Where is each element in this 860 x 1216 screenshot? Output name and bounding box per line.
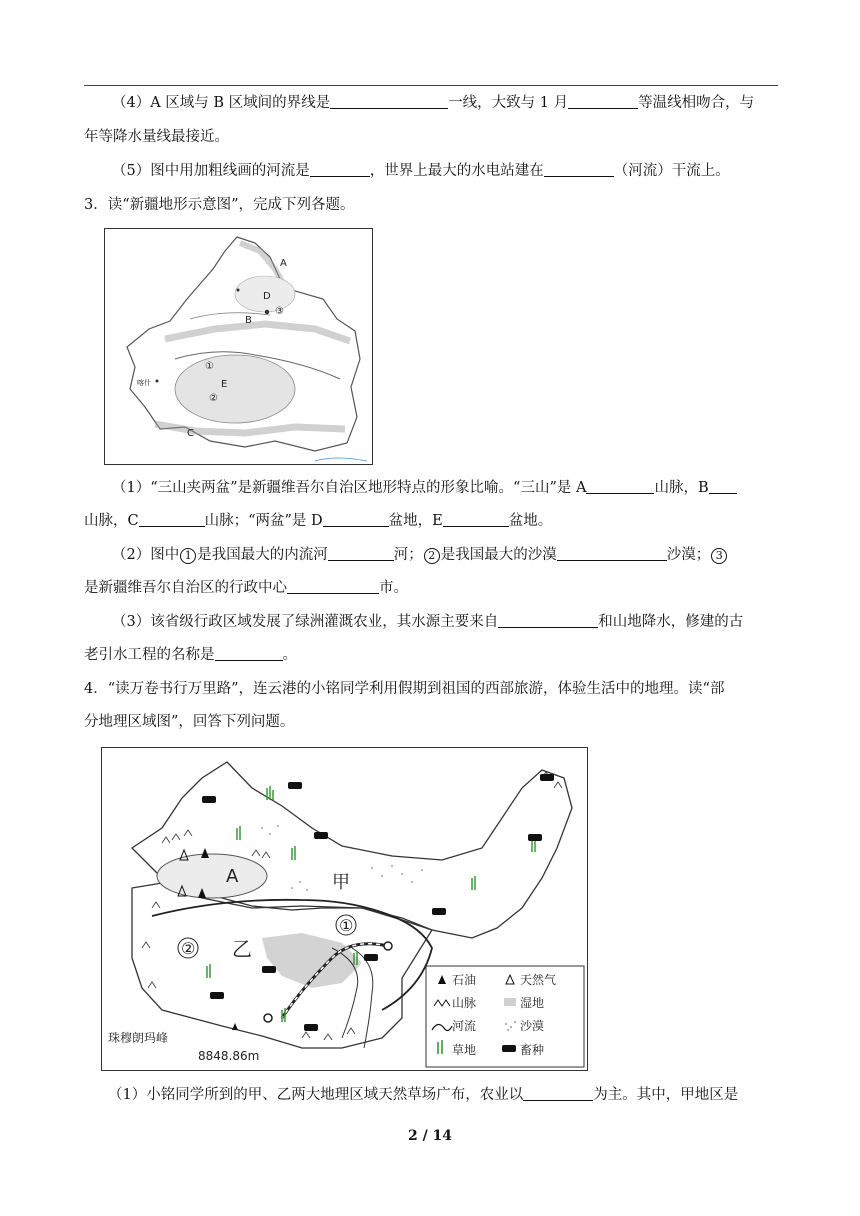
circled-number-2: 2 (424, 548, 440, 564)
answer-blank[interactable] (443, 511, 509, 527)
map-label-yi: 乙 (232, 937, 252, 961)
q3-p1-line2: 山脉，C 山脉；“两盆”是 D 盆地，E 盆地。 (84, 513, 553, 529)
map-label-kashi: 喀什 (137, 379, 151, 387)
header-rule (84, 85, 778, 86)
legend-gas: 天然气 (520, 973, 557, 987)
answer-blank[interactable] (287, 578, 379, 594)
map-label-n1: ① (339, 916, 354, 935)
map-label-A: A (280, 258, 287, 269)
answer-blank[interactable] (328, 545, 394, 561)
page-number: 2 / 14 (407, 1128, 453, 1144)
map-label-C: C (187, 428, 194, 439)
map-label-B: B (245, 315, 252, 326)
q3-p3-line2: 老引水工程的名称是 。 (84, 647, 297, 663)
map-legend (426, 966, 584, 1067)
answer-blank[interactable] (330, 93, 448, 109)
answer-blank[interactable] (544, 161, 614, 177)
q3-p2-line2: 是新疆维吾尔自治区的行政中心 市。 (84, 580, 408, 596)
map-label-peak: 珠穆朗玛峰 (108, 1031, 169, 1045)
map-label-height: 8848.86m (198, 1049, 260, 1063)
q4-p1-line: （1）小铭同学所到的甲、乙两大地理区域天然草场广布，农业以 为主。其中，甲地区是 (108, 1087, 739, 1103)
q3-p2-line1: （2）图中 1 是我国最大的内流河 河； 2 是我国最大的沙漠 沙漠； 3 (112, 545, 728, 565)
map-label-jia: 甲 (332, 872, 350, 893)
circled-number-3: 3 (711, 548, 727, 564)
legend-desert: 沙漠 (520, 1019, 545, 1033)
legend-oil: 石油 (452, 973, 477, 987)
answer-blank[interactable] (215, 645, 283, 661)
legend-livestock: 畜种 (520, 1043, 545, 1057)
map-label-n3: ③ (275, 306, 284, 317)
answer-blank[interactable] (498, 612, 598, 628)
xinjiang-terrain-map (104, 228, 373, 465)
q3-title: 3．读“新疆地形示意图”，完成下列各题。 (84, 197, 355, 213)
circled-number-1: 1 (180, 548, 196, 564)
legend-mountain: 山脉 (452, 996, 477, 1010)
legend-river: 河流 (452, 1019, 477, 1033)
q3-p3-line1: （3）该省级行政区域发展了绿洲灌溉农业，其水源主要来自 和山地降水，修建的古 (112, 614, 744, 630)
answer-blank[interactable] (568, 93, 638, 109)
map-label-D: D (263, 291, 271, 302)
answer-blank[interactable] (139, 511, 205, 527)
answer-blank[interactable] (709, 478, 737, 494)
q2-p4-line1: （4）A 区域与 B 区域间的界线是 一线，大致与 1 月 等温线相吻合，与 (112, 95, 755, 111)
answer-blank[interactable] (523, 1085, 593, 1101)
map-label-E: E (221, 379, 228, 390)
livestock-icon (502, 1045, 516, 1052)
q4-title-line1: 4．“读万卷书行万里路”，连云港的小铭同学利用假期到祖国的西部旅游，体验生活中的地理。读“部 (84, 681, 725, 697)
map-label-n2: ② (209, 393, 218, 404)
q2-p4-line2: 年等降水量线最接近。 (84, 129, 229, 145)
map-label-n2: ② (181, 939, 196, 958)
wetland-icon (504, 998, 516, 1006)
map-label-n1: ① (205, 361, 214, 372)
answer-blank[interactable] (310, 161, 370, 177)
western-region-map (101, 747, 588, 1071)
q4-title-line2: 分地理区域图”，回答下列问题。 (84, 714, 295, 730)
q2-p5-line: （5）图中用加粗线画的河流是 ，世界上最大的水电站建在 （河流）干流上。 (112, 163, 730, 179)
q3-p1-line1: （1）“三山夹两盆”是新疆维吾尔自治区地形特点的形象比喻。“三山”是 A 山脉，B (112, 478, 737, 498)
answer-blank[interactable] (323, 511, 389, 527)
answer-blank[interactable] (557, 545, 667, 561)
legend-grassland: 草地 (452, 1043, 477, 1057)
map-label-A: A (226, 866, 239, 887)
legend-wetland: 湿地 (520, 996, 545, 1010)
answer-blank[interactable] (586, 478, 654, 494)
